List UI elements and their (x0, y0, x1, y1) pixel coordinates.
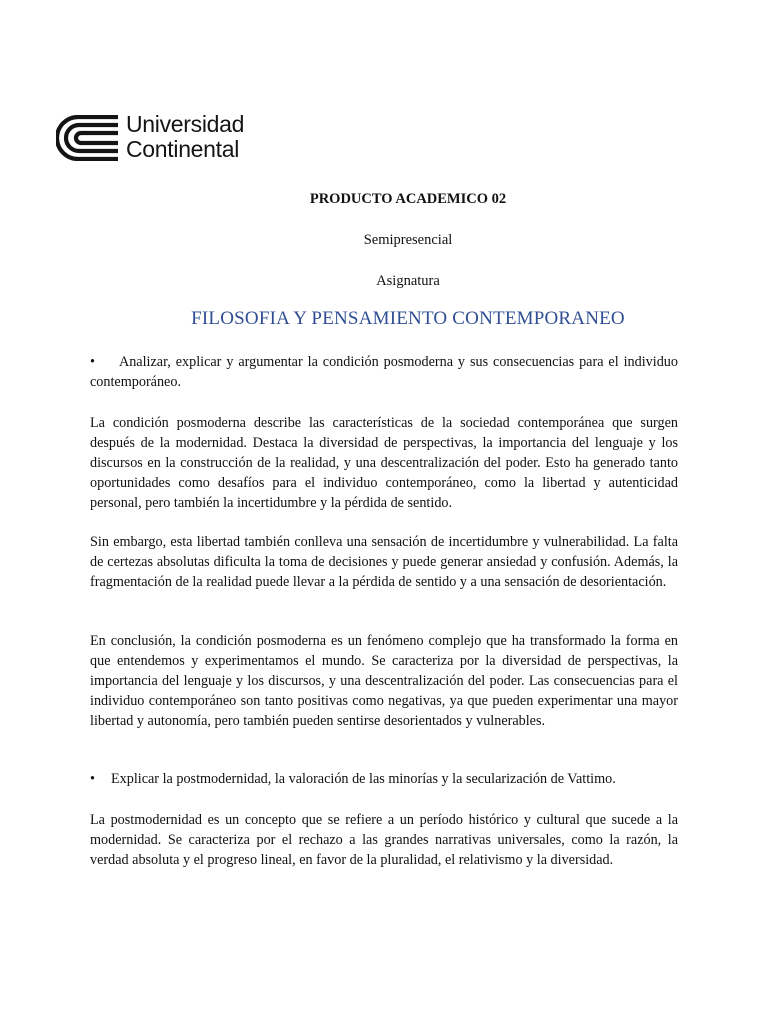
logo-line-2: Continental (126, 136, 240, 162)
paragraph-4: La postmodernidad es un concepto que se refiere a un período histórico y cultural que sucede a la modernidad. Se caracteriza por el rechazo a las grandes narrativas universales, como la razón, la verdad absoluta y el progreso lineal, en favor de la pluralidad, el relativismo y la diversidad. (90, 812, 678, 869)
bullet-icon: • (90, 771, 95, 787)
bullet-item-2 (90, 769, 678, 789)
document-title: PRODUCTO ACADEMICO 02 (309, 191, 507, 207)
subject-label: Asignatura (376, 273, 440, 289)
bullet-text-2: Explicar la postmodernidad, la valoración de las minorías y la secularización de Vattimo. (110, 771, 616, 787)
paragraph-1: La condición posmoderna describe las características de la sociedad contemporánea que surgen después de la modernidad. Destaca la diversidad de perspectivas, la importancia del lenguaje y los discursos en la construcción de la realidad, y una descentralización del poder. Esto ha generado tanto oportunidades como desafíos para el individuo contemporáneo, como la libertad y autenticidad personal, pero también la incertidumbre y la pérdida de sentido. (90, 415, 678, 512)
study-mode: Semipresencial (363, 232, 453, 248)
paragraph-3: En conclusión, la condición posmoderna es un fenómeno complejo que ha transformado la forma en que entendemos y experimentamos el mundo. Se caracteriza por la diversidad de perspectivas, la importancia del lenguaje y los discursos, y una descentralización del poder. Las consecuencias para el individuo contemporáneo son tanto positivas como negativas, ya que pueden experimentar una mayor libertad y autonomía, pero también pueden sentirse desorientados y vulnerables. (90, 633, 678, 730)
paragraph-2: Sin embargo, esta libertad también conlleva una sensación de incertidumbre y vulnerabilidad. La falta de certezas absolutas dificulta la toma de decisiones y puede generar ansiedad y confusión. Además, la fragmentación de la realidad puede llevar a la pérdida de sentido y a una sensación de desorientación. (90, 534, 678, 591)
logo-wordmark (126, 112, 244, 162)
logo-line-1: Universidad (126, 111, 245, 137)
bullet-item-1 (90, 352, 678, 392)
universidad-continental-logo-icon (56, 115, 118, 161)
bullet-icon: • (90, 354, 95, 370)
subject-name: FILOSOFIA Y PENSAMIENTO CONTEMPORANEO (191, 308, 625, 329)
bullet-text-1: Analizar, explicar y argumentar la condición posmoderna y sus consecuencias para el individuo contemporáneo. (90, 354, 678, 391)
